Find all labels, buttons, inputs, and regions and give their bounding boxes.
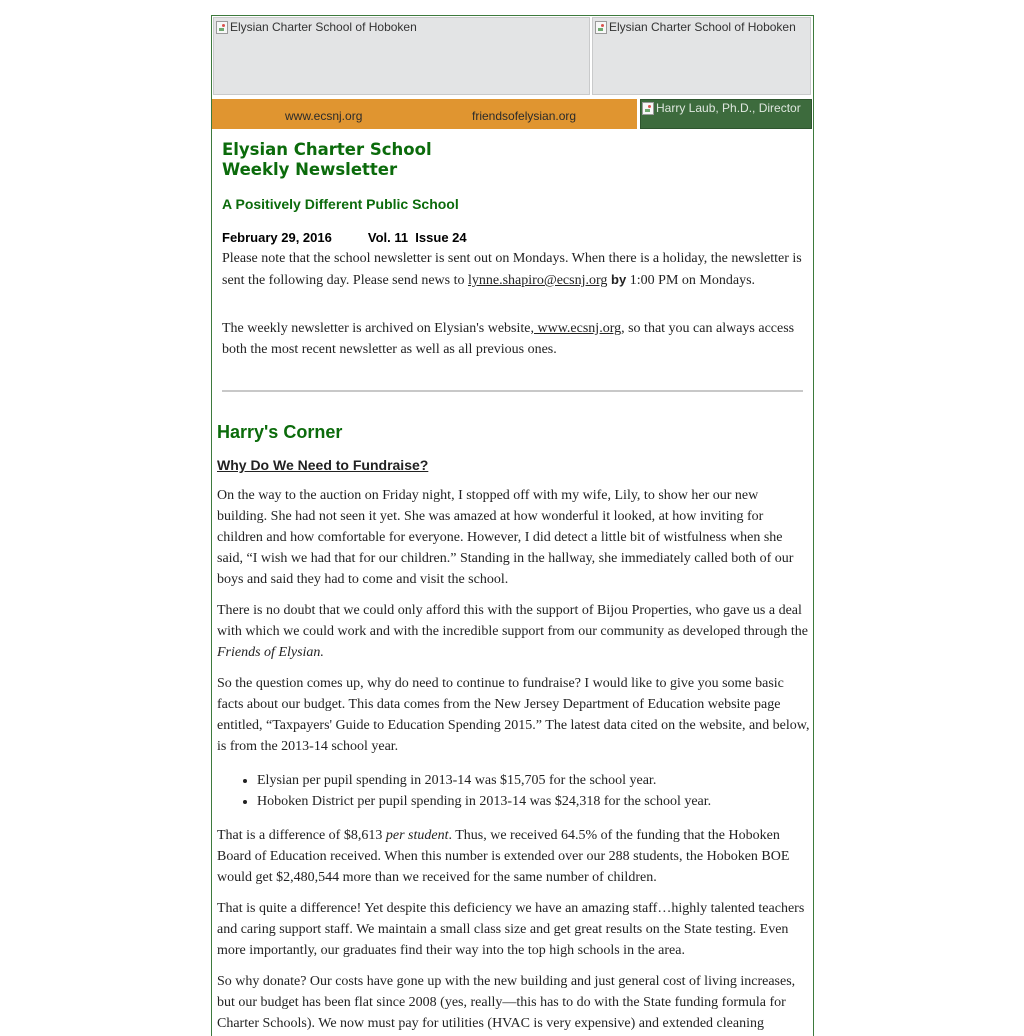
intro-text: 1:00 PM on Mondays. [629, 273, 756, 288]
intro-paragraph-2 [222, 318, 802, 360]
banner-image-left [213, 17, 590, 95]
banner-right-alt-text: Elysian Charter School of Hoboken [609, 20, 796, 34]
broken-image-icon [216, 21, 228, 34]
paragraph-text: That is a difference of $8,613 [217, 828, 386, 843]
title-line-2: Weekly Newsletter [222, 160, 398, 179]
newsletter-container [211, 15, 814, 1036]
link-ecsnj[interactable]: www.ecsnj.org [285, 109, 363, 123]
broken-image-icon [595, 21, 607, 34]
newsletter-title [222, 140, 432, 180]
list-item: • Hoboken District per pupil spending in 2013-14 was $24,318 for the school year. [257, 791, 807, 812]
email-link[interactable]: lynne.shapiro@ecsnj.org [468, 273, 608, 288]
broken-image-icon [642, 102, 654, 115]
article-paragraph: That is quite a difference! Yet despite this deficiency we have an amazing staff…highly talented teachers and caring support staff. We maintain a small class size and get great results on the State testing. Even more importantly, our graduates find their way into the top high schools in the area. [217, 901, 805, 958]
section-title: Harry's Corner [217, 422, 343, 442]
paragraph-italic: per student [385, 828, 449, 843]
paragraph-text: There is no doubt that we could only afford this with the support of Bijou Properties, who gave us a deal with which we could work and with the incredible support from our community as developed through the [217, 603, 808, 639]
list-item: • Elysian per pupil spending in 2013-14 was $15,705 for the school year. [257, 770, 807, 791]
director-alt-text: Harry Laub, Ph.D., Director [656, 101, 801, 115]
intro-text: , so that you can always access both the most recent newsletter as well as all previous ones. [222, 321, 795, 357]
intro-text: Please note that the school newsletter is sent out on Mondays. When there is a holiday, the newsletter is sent the following day. Please send news to [222, 251, 802, 288]
tagline: A Positively Different Public School [222, 196, 459, 212]
article-paragraph: So why donate? Our costs have gone up with the new building and just general cost of living increases, but our budget has been flat since 2008 (yes, really—this has to do with the State funding formula for Charter Schools). We now must pay for utilities (HVAC is very expensive) and extended cleaning [217, 974, 796, 1031]
dateline [222, 230, 467, 245]
intro-by: by [607, 272, 630, 287]
intro-paragraph-1 [222, 248, 802, 291]
article-paragraph: On the way to the auction on Friday night, I stopped off with my wife, Lily, to show her our new building. She had not seen it yet. She was amazed at how wonderful it looked, at how inviting for children and how comfortable for everyone. However, I did detect a little bit of wistfulness when she said, “I wish we had that for our children.” Standing in the hallway, she immediately called both of our boys and said they had to come and visit the school. [217, 488, 794, 587]
website-link[interactable]: www.ecsnj.org [534, 321, 622, 336]
banner-image-right [592, 17, 811, 95]
paragraph-text: . Thus, we received 64.5% of the funding that the Hoboken Board of Education received. When this number is extended over our 288 students, the Hoboken BOE would get $2,480,544 more than we received for the same number of children. [217, 828, 790, 885]
banner-left-alt-text: Elysian Charter School of Hoboken [230, 20, 417, 34]
links-bar [212, 99, 637, 129]
spending-list [217, 770, 807, 812]
article-heading: Why Do We Need to Fundraise? [217, 457, 429, 473]
intro-text: The weekly newsletter is archived on Elysian's website, [222, 321, 534, 336]
section-divider [222, 390, 803, 392]
title-line-1: Elysian Charter School [222, 140, 432, 159]
article-paragraph [217, 825, 810, 888]
issue-volume: Vol. 11 Issue 24 [367, 230, 467, 245]
article-paragraph [217, 600, 810, 663]
link-friends-of-elysian[interactable]: friendsofelysian.org [472, 109, 577, 123]
article-paragraph: So the question comes up, why do need to continue to fundraise? I would like to give you some basic facts about our budget. This data comes from the New Jersey Department of Education website page entitled, “Taxpayers' Guide to Education Spending 2015.” The latest data cited on the website, and below, is from the 2013-14 school year. [217, 676, 810, 754]
issue-date: February 29, 2016 [222, 230, 332, 245]
director-image [640, 99, 812, 129]
paragraph-italic: Friends of Elysian. [217, 645, 324, 660]
